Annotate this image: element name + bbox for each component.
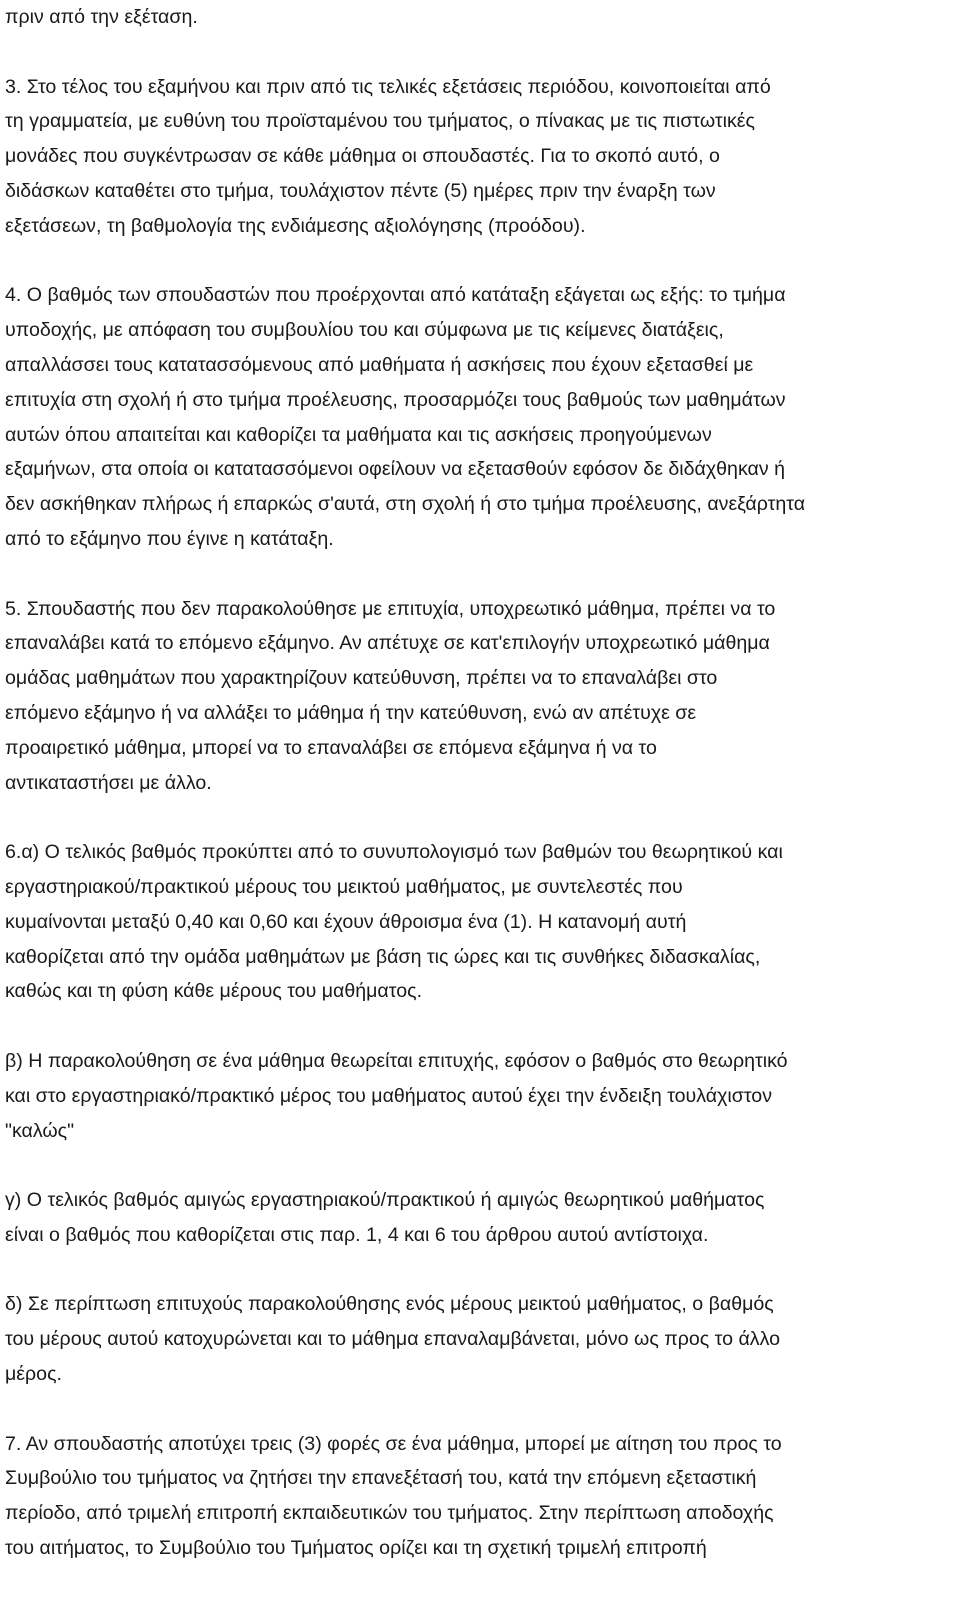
text-line: επόμενο εξάμηνο ή να αλλάξει το μάθημα ή την κατεύθυνση, ενώ αν απέτυχε σε [5, 701, 697, 724]
text-line: 5. Σπουδαστής που δεν παρακολούθησε με επιτυχία, υποχρεωτικό μάθημα, πρέπει να το [5, 597, 776, 620]
paragraph-5 [5, 592, 960, 801]
text-line: αυτών όπου απαιτείται και καθορίζει τα μαθήματα και τις ασκήσεις προηγούμενων [5, 423, 712, 446]
text-line: Συμβούλιο του τμήματος να ζητήσει την επανεξέτασή του, κατά την επόμενη εξεταστική [5, 1467, 757, 1490]
text-line: 6.α) Ο τελικός βαθμός προκύπτει από το συνυπολογισμό των βαθμών του θεωρητικού και [5, 841, 783, 864]
text-line: ομάδας μαθημάτων που χαρακτηρίζουν κατεύθυνση, πρέπει να το επαναλάβει στο [5, 667, 718, 690]
paragraph-3 [5, 70, 960, 244]
text-line: γ) Ο τελικός βαθμός αμιγώς εργαστηριακού/πρακτικού ή αμιγώς θεωρητικού μαθήματος [5, 1189, 765, 1212]
text-line: εξαμήνων, στα οποία οι κατατασσόμενοι οφείλουν να εξετασθούν εφόσον δε διδάχθηκαν ή [5, 458, 785, 481]
text-line: του αιτήματος, το Συμβούλιο του Τμήματος ορίζει και τη σχετική τριμελή επιτροπή [5, 1537, 707, 1560]
paragraph-6d [5, 1287, 960, 1391]
text-line: επιτυχία στη σχολή ή στο τμήμα προέλευσης, προσαρμόζει τους βαθμούς των μαθημάτων [5, 388, 786, 411]
paragraph-6b [5, 1044, 960, 1148]
text-line: καθώς και τη φύση κάθε μέρους του μαθήματος. [5, 980, 423, 1003]
text-line: επαναλάβει κατά το επόμενο εξάμηνο. Αν απέτυχε σε κατ'επιλογήν υποχρεωτικό μάθημα [5, 632, 770, 655]
text-line: προαιρετικό μάθημα, μπορεί να το επαναλάβει σε επόμενα εξάμηνα ή να το [5, 736, 657, 759]
text-line: είναι ο βαθμός που καθορίζεται στις παρ. 1, 4 και 6 του άρθρου αυτού αντίστοιχα. [5, 1223, 709, 1246]
text-line: 4. Ο βαθμός των σπουδαστών που προέρχονται από κατάταξη εξάγεται ως εξής: το τμήμα [5, 284, 786, 307]
text-line: του μέρους αυτού κατοχυρώνεται και το μάθημα επαναλαμβάνεται, μόνο ως προς το άλλο [5, 1328, 780, 1351]
document-page [5, 0, 960, 1601]
text-line: και στο εργαστηριακό/πρακτικό μέρος του μαθήματος αυτού έχει την ένδειξη τουλάχιστον [5, 1084, 772, 1107]
text-line: καθορίζεται από την ομάδα μαθημάτων με βάση τις ώρες και τις συνθήκες διδασκαλίας, [5, 945, 761, 968]
text-line: αντικαταστήσει με άλλο. [5, 771, 212, 794]
text-line: πριν από την εξέταση. [5, 6, 198, 28]
paragraph-intro [5, 0, 960, 35]
text-line: από το εξάμηνο που έγινε η κατάταξη. [5, 527, 334, 550]
text-line: δεν ασκήθηκαν πλήρως ή επαρκώς σ'αυτά, στη σχολή ή στο τμήμα προέλευσης, ανεξάρτητα [5, 493, 806, 516]
paragraph-6c [5, 1183, 960, 1253]
text-line: β) Η παρακολούθηση σε ένα μάθημα θεωρείται επιτυχής, εφόσον ο βαθμός στο θεωρητικό [5, 1049, 788, 1072]
text-line: υποδοχής, με απόφαση του συμβουλίου του και σύμφωνα με τις κείμενες διατάξεις, [5, 319, 724, 342]
text-line: 7. Αν σπουδαστής αποτύχει τρεις (3) φορές σε ένα μάθημα, μπορεί με αίτηση του προς το [5, 1432, 782, 1455]
text-line: εργαστηριακού/πρακτικού μέρους του μεικτού μαθήματος, με συντελεστές που [5, 875, 683, 898]
paragraph-7 [5, 1427, 960, 1566]
text-line: δ) Σε περίπτωση επιτυχούς παρακολούθησης ενός μέρους μεικτού μαθήματος, ο βαθμός [5, 1293, 774, 1316]
text-line: απαλλάσσει τους κατατασσόμενους από μαθήματα ή ασκήσεις που έχουν εξετασθεί με [5, 353, 754, 376]
text-line: μέρος. [5, 1363, 62, 1386]
paragraph-4 [5, 278, 960, 556]
text-line: εξετάσεων, τη βαθμολογία της ενδιάμεσης αξιολόγησης (προόδου). [5, 214, 586, 237]
text-line: τη γραμματεία, με ευθύνη του προϊσταμένου του τμήματος, ο πίνακας με τις πιστωτικές [5, 110, 755, 133]
text-line: περίοδο, από τριμελή επιτροπή εκπαιδευτικών του τμήματος. Στην περίπτωση αποδοχής [5, 1502, 774, 1525]
text-line: διδάσκων καταθέτει στο τμήμα, τουλάχιστον πέντε (5) ημέρες πριν την έναρξη των [5, 179, 716, 202]
text-line: κυμαίνονται μεταξύ 0,40 και 0,60 και έχουν άθροισμα ένα (1). Η κατανομή αυτή [5, 910, 687, 933]
paragraph-6a [5, 835, 960, 1009]
text-line: "καλώς" [5, 1119, 75, 1142]
text-line: μονάδες που συγκέντρωσαν σε κάθε μάθημα οι σπουδαστές. Για το σκοπό αυτό, ο [5, 145, 720, 168]
text-line: 3. Στο τέλος του εξαμήνου και πριν από τις τελικές εξετάσεις περιόδου, κοινοποιείται από [5, 75, 771, 98]
